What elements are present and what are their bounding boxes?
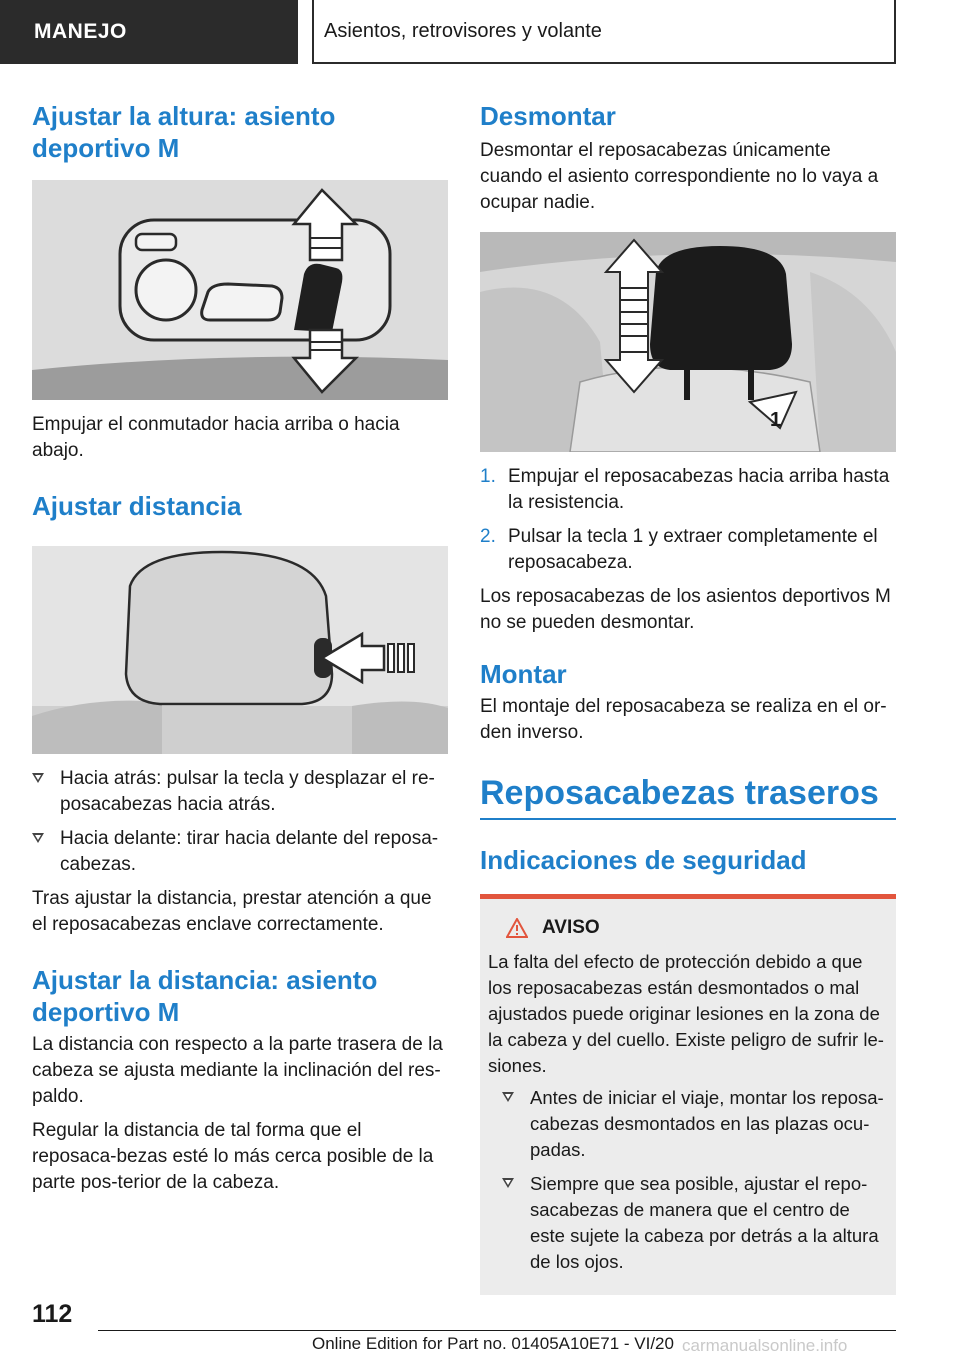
list-item: Antes de iniciar el viaje, montar los reposa-cabezas desmontados en las plazas ocu-padas. bbox=[502, 1085, 888, 1163]
warning-triangle-icon bbox=[506, 918, 528, 938]
figure-callout-1: 1 bbox=[770, 409, 782, 431]
warning-title: AVISO bbox=[542, 917, 600, 938]
triangle-bullet-icon bbox=[502, 1178, 514, 1188]
figure-seat-switch bbox=[32, 180, 448, 400]
text-altura: Empujar el conmutador hacia arriba o hacia abajo. bbox=[32, 414, 400, 461]
text-deportivos: Los reposacabezas de los asientos deportivos M no se pueden desmontar. bbox=[480, 586, 891, 633]
heading-distancia-deportivo: Ajustar la distancia: asiento deportivo M bbox=[32, 965, 378, 1027]
list-item: Hacia delante: tirar hacia delante del reposa-cabezas. bbox=[32, 826, 448, 878]
list-item: 1. Empujar el reposacabezas hacia arriba hasta la resistencia. bbox=[480, 466, 890, 513]
list-item: Hacia atrás: pulsar la tecla y desplazar el re-posacabezas hacia atrás. bbox=[32, 766, 448, 818]
headrest-distance-illustration bbox=[32, 546, 448, 754]
step-number: 2. bbox=[480, 526, 496, 547]
heading-montar: Montar bbox=[480, 659, 567, 689]
list-item: 2. Pulsar la tecla 1 y extraer completamente el reposacabeza. bbox=[480, 526, 878, 573]
warning-list bbox=[502, 1085, 888, 1275]
triangle-bullet-icon bbox=[32, 773, 44, 783]
right-column bbox=[480, 100, 896, 1295]
text-distancia-deportivo-1: La distancia con respecto a la parte trasera de la cabeza se ajusta mediante la inclinación del res-paldo. bbox=[32, 1034, 443, 1107]
steps-desmontar bbox=[480, 464, 896, 576]
footer-edition: Online Edition for Part no. 01405A10E71 - VI/20 bbox=[312, 1334, 674, 1353]
heading-indicaciones-seguridad: Indicaciones de seguridad bbox=[480, 845, 807, 875]
text-montar: El montaje del reposacabeza se realiza en el or-den inverso. bbox=[480, 696, 887, 743]
heading-ajustar-distancia: Ajustar distancia bbox=[32, 491, 242, 521]
heading-traseros-block bbox=[480, 772, 896, 820]
footer-rule bbox=[98, 1330, 896, 1331]
warning-box bbox=[480, 894, 896, 1295]
figure-headrest-distance bbox=[32, 546, 448, 754]
page-header bbox=[0, 0, 960, 66]
warning-text: La falta del efecto de protección debido a que los reposacabezas están desmontados o mal ajustados puede originar lesiones en la zona de la cabeza y del cuello. Existe peligro de sufrir le-siones. bbox=[488, 951, 884, 1076]
seat-switch-illustration bbox=[32, 180, 448, 400]
text-distancia-deportivo-2: Regular la distancia de tal forma que el reposaca-bezas esté lo más cerca posible de la parte pos-terior de la cabeza. bbox=[32, 1120, 434, 1193]
warning-header bbox=[506, 917, 888, 939]
text-desmontar: Desmontar el reposacabezas únicamente cuando el asiento correspondiente no lo vaya a ocupar nadie. bbox=[480, 140, 879, 213]
page-number: 112 bbox=[32, 1300, 73, 1328]
triangle-bullet-icon bbox=[502, 1092, 514, 1102]
figure-headrest-removal bbox=[480, 232, 896, 452]
heading-desmontar: Desmontar bbox=[480, 101, 616, 131]
text-tras-ajustar: Tras ajustar la distancia, prestar atención a que el reposacabezas enclave correctamente. bbox=[32, 888, 432, 935]
footer-watermark: carmanualsonline.info bbox=[682, 1336, 848, 1355]
heading-reposacabezas-traseros: Reposacabezas traseros bbox=[480, 774, 879, 812]
chapter-tab: Asientos, retrovisores y volante bbox=[312, 0, 896, 64]
headrest-removal-illustration bbox=[480, 232, 896, 452]
left-column bbox=[32, 100, 448, 1196]
step-number: 1. bbox=[480, 466, 496, 487]
triangle-bullet-icon bbox=[32, 833, 44, 843]
list-item: Siempre que sea posible, ajustar el repo-sacabezas de manera que el centro de este sujete la cabeza por detrás a la altura de los ojos. bbox=[502, 1171, 888, 1275]
section-tab: MANEJO bbox=[0, 0, 298, 64]
heading-ajustar-altura: Ajustar la altura: asiento deportivo M bbox=[32, 101, 336, 163]
list-distancia bbox=[32, 766, 448, 878]
